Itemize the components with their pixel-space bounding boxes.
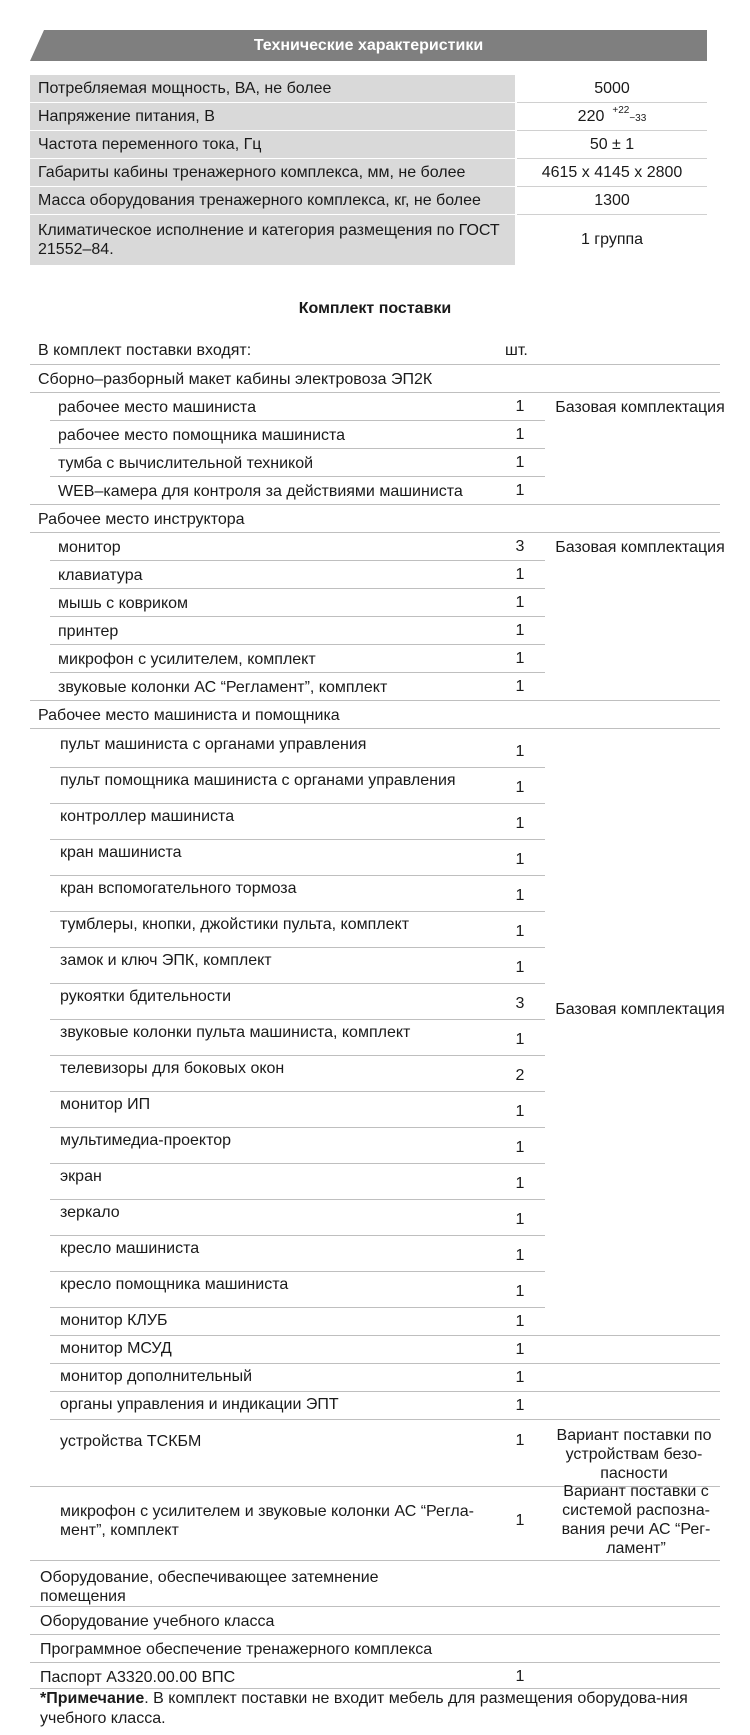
list-item-qty: 1: [515, 1668, 525, 1685]
list-item-qty: 3: [515, 538, 525, 555]
list-item: рабочее место машиниста: [58, 399, 256, 416]
kit-header-qty: шт.: [505, 342, 528, 359]
divider: [50, 420, 545, 421]
specs-title: Технические характеристики: [253, 37, 484, 54]
divider: [50, 644, 545, 645]
list-item: принтер: [58, 623, 119, 640]
divider: [50, 1307, 545, 1308]
list-item-qty: 1: [515, 779, 525, 796]
list-item: Программное обеспечение тренажерного комплекса: [40, 1641, 433, 1658]
list-item: монитор КЛУБ: [60, 1312, 168, 1329]
list-item-qty: 1: [515, 426, 525, 443]
list-item: кран вспомогательного тормоза: [60, 880, 297, 897]
list-item: тумба с вычислительной техникой: [58, 455, 314, 472]
divider: [50, 1163, 545, 1164]
list-item: монитор ИП: [60, 1096, 151, 1113]
list-item: тумблеры, кнопки, джойстики пульта, комплект: [60, 916, 410, 933]
divider: [517, 130, 707, 131]
list-item: пульт помощника машиниста с органами управления: [60, 772, 456, 789]
divider: [50, 911, 545, 912]
divider: [50, 560, 545, 561]
spec-value: 4615 x 4145 x 2800: [541, 163, 683, 181]
footnote: [40, 1689, 710, 1729]
list-item: экран: [60, 1168, 102, 1185]
option-item: устройства ТСКБМ: [60, 1433, 202, 1450]
voltage-tol-upper: +22: [612, 105, 630, 116]
list-item-qty: 1: [515, 1139, 525, 1156]
spec-row-power: [30, 75, 707, 102]
divider: [30, 364, 720, 365]
spec-row-climate: [30, 215, 707, 265]
divider: [50, 947, 545, 948]
list-item-qty: 1: [515, 959, 525, 976]
list-item: мультимедиа-проектор: [60, 1132, 232, 1149]
list-item: кресло помощника машиниста: [60, 1276, 289, 1293]
spec-label: Габариты кабины тренажерного комплекса, мм, не более: [30, 159, 515, 186]
list-item: Оборудование, обеспечивающее затемнение помещения: [40, 1569, 379, 1605]
list-item-qty: 1: [515, 1211, 525, 1228]
list-item: кресло машиниста: [60, 1240, 200, 1257]
divider: [517, 102, 707, 103]
divider: [50, 588, 545, 589]
divider: [50, 616, 545, 617]
divider: [30, 1606, 720, 1607]
spec-label: Напряжение питания, В: [30, 103, 515, 130]
divider: [50, 476, 545, 477]
list-item: телевизоры для боковых окон: [60, 1060, 285, 1077]
footnote-label: *Примечание: [40, 1690, 145, 1707]
option-note: Вариант поставки с системой распозна-вания речи АС “Рег-ламент”: [561, 1483, 711, 1557]
list-item: замок и ключ ЭПК, комплект: [60, 952, 272, 969]
list-item: рабочее место помощника машиниста: [58, 427, 346, 444]
divider: [50, 1335, 720, 1336]
list-item-qty: 1: [515, 1313, 525, 1330]
divider: [30, 392, 720, 393]
list-item-qty: 1: [515, 1247, 525, 1264]
list-item: микрофон с усилителем, комплект: [58, 651, 316, 668]
list-item: монитор дополнительный: [60, 1368, 253, 1385]
list-item-qty: 1: [515, 923, 525, 940]
voltage-nominal: 220: [577, 107, 605, 125]
divider: [50, 672, 545, 673]
list-item-qty: 1: [515, 851, 525, 868]
list-item: органы управления и индикации ЭПТ: [60, 1396, 339, 1413]
divider: [517, 214, 707, 215]
divider: [30, 700, 720, 701]
spec-value: 1 группа: [580, 231, 644, 248]
list-item-qty: 1: [515, 743, 525, 760]
list-item: пульт машиниста с органами управления: [60, 736, 367, 753]
list-item: звуковые колонки пульта машиниста, комплект: [60, 1024, 411, 1041]
list-item-qty: 2: [515, 1067, 525, 1084]
divider: [50, 448, 545, 449]
divider: [30, 504, 720, 505]
group-title: Сборно–разборный макет кабины электровоза ЭП2К: [38, 371, 433, 388]
list-item-qty: 3: [515, 995, 525, 1012]
list-item-qty: 1: [515, 1031, 525, 1048]
list-item-qty: 1: [515, 566, 525, 583]
list-item-qty: 1: [515, 1369, 525, 1386]
footnote-text: . В комплект поставки не входит мебель для размещения оборудова-ния учебного класса.: [40, 1690, 688, 1727]
list-item-qty: 1: [515, 454, 525, 471]
option-note: Вариант поставки по устройствам безо-пасности: [556, 1427, 712, 1482]
divider: [50, 875, 545, 876]
divider: [50, 1055, 545, 1056]
spec-value: 50 ± 1: [589, 135, 635, 153]
list-item: кран машиниста: [60, 844, 182, 861]
list-item: Паспорт А3320.00.00 ВПС: [40, 1669, 236, 1686]
group-note: Базовая комплектация: [555, 399, 725, 416]
divider: [50, 1199, 545, 1200]
list-item-qty: 1: [515, 1175, 525, 1192]
divider: [517, 158, 707, 159]
divider: [50, 1363, 720, 1364]
divider: [50, 1127, 545, 1128]
divider: [50, 1271, 545, 1272]
list-item-qty: 1: [515, 650, 525, 667]
divider: [517, 186, 707, 187]
list-item-qty: 1: [515, 815, 525, 832]
list-item: контроллер машиниста: [60, 808, 235, 825]
spec-value: 5000: [594, 79, 630, 97]
list-item: зеркало: [60, 1204, 120, 1221]
spec-label: Потребляемая мощность, ВА, не более: [30, 75, 515, 102]
spec-label: Частота переменного тока, Гц: [30, 131, 515, 158]
divider: [50, 767, 545, 768]
list-item: мышь с ковриком: [58, 595, 189, 612]
list-item: монитор: [58, 539, 121, 556]
list-item-qty: 1: [515, 887, 525, 904]
spec-label: Масса оборудования тренажерного комплекса, кг, не более: [30, 187, 515, 214]
list-item-qty: 1: [515, 1397, 525, 1414]
spec-row-frequency: [30, 131, 707, 158]
list-item: рукоятки бдительности: [60, 988, 232, 1005]
kit-title: Комплект поставки: [298, 300, 452, 317]
kit-header-label: В комплект поставки входят:: [38, 342, 252, 359]
list-item: Оборудование учебного класса: [40, 1613, 275, 1630]
spec-value: 1300: [594, 191, 630, 209]
group-note: Базовая комплектация: [555, 1001, 725, 1018]
list-item: монитор МСУД: [60, 1340, 172, 1357]
list-item-qty: 1: [515, 1103, 525, 1120]
list-item: клавиатура: [58, 567, 143, 584]
divider: [50, 1391, 720, 1392]
divider: [30, 1634, 720, 1635]
divider: [50, 803, 545, 804]
option-item: микрофон с усилителем и звуковые колонки АС “Регла-мент”, комплект: [60, 1503, 474, 1539]
option-qty: 1: [515, 1512, 525, 1529]
divider: [30, 532, 720, 533]
list-item: звуковые колонки АС “Регламент”, комплект: [58, 679, 388, 696]
group-title: Рабочее место инструктора: [38, 511, 245, 528]
list-item-qty: 1: [515, 1341, 525, 1358]
divider: [30, 1560, 720, 1561]
list-item-qty: 1: [515, 398, 525, 415]
divider: [50, 983, 545, 984]
voltage-tol-lower: −33: [629, 113, 647, 124]
divider: [30, 1662, 720, 1663]
list-item-qty: 1: [515, 678, 525, 695]
spec-row-voltage: [30, 103, 707, 130]
spec-row-dimensions: [30, 159, 707, 186]
group-note: Базовая комплектация: [555, 539, 725, 556]
divider: [50, 1091, 545, 1092]
list-item-qty: 1: [515, 1283, 525, 1300]
spec-value-voltage: [517, 103, 707, 130]
divider: [30, 728, 720, 729]
divider: [50, 1235, 545, 1236]
option-qty: 1: [515, 1432, 525, 1449]
list-item: WEB–камера для контроля за действиями машиниста: [58, 483, 463, 500]
spec-row-mass: [30, 187, 707, 214]
divider: [50, 839, 545, 840]
group-title: Рабочее место машиниста и помощника: [38, 707, 340, 724]
list-item-qty: 1: [515, 482, 525, 499]
divider: [50, 1419, 720, 1420]
spec-label: Климатическое исполнение и категория размещения по ГОСТ 21552–84.: [30, 215, 515, 265]
list-item-qty: 1: [515, 622, 525, 639]
list-item-qty: 1: [515, 594, 525, 611]
divider: [50, 1019, 545, 1020]
